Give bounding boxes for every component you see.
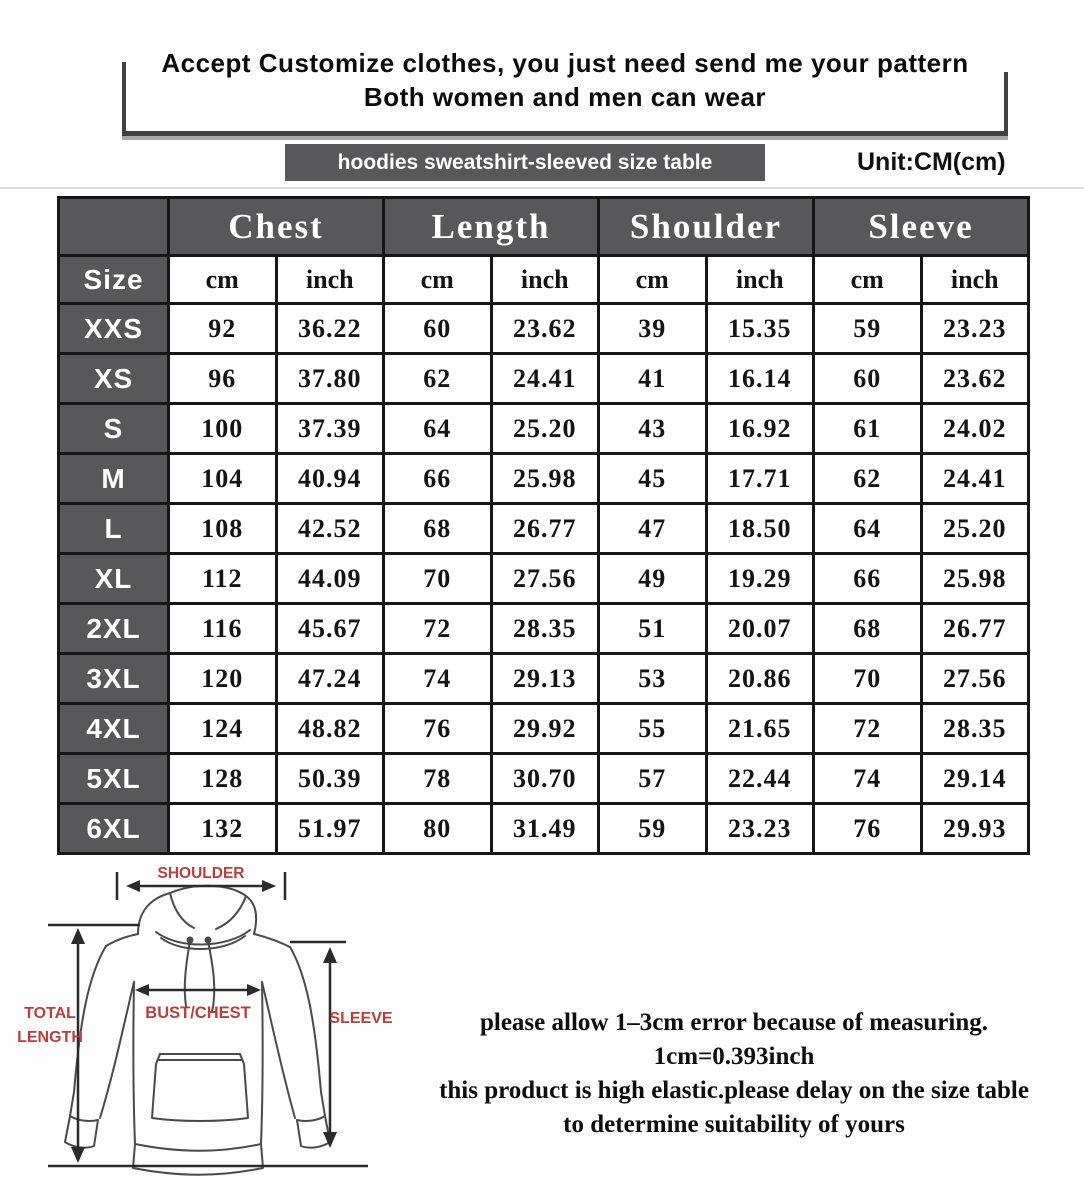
value-cell: 19.29	[706, 554, 814, 604]
value-cell: 57	[599, 754, 707, 804]
value-cell: 112	[169, 554, 277, 604]
total-length-label-1: TOTAL	[24, 1005, 76, 1022]
bracket-left-bar	[122, 62, 126, 136]
note-line-4: to determine suitability of yours	[563, 1111, 905, 1138]
value-cell: 66	[384, 454, 492, 504]
unit-header-cell: inch	[921, 256, 1029, 304]
value-cell: 76	[384, 704, 492, 754]
sleeve-label: SLEEVE	[329, 1010, 393, 1027]
note-line-3: this product is high elastic.please delay on the size table	[439, 1077, 1029, 1104]
value-cell: 16.14	[706, 354, 814, 404]
value-cell: 40.94	[276, 454, 384, 504]
measurement-notes	[384, 1006, 1084, 1142]
shoulder-label: SHOULDER	[157, 865, 245, 882]
hoodie-outline	[65, 886, 330, 1175]
value-cell: 59	[599, 804, 707, 854]
value-cell: 23.62	[921, 354, 1029, 404]
value-cell: 37.39	[276, 404, 384, 454]
value-cell: 62	[384, 354, 492, 404]
table-row	[59, 454, 1029, 504]
unit-header-cell: cm	[814, 256, 922, 304]
value-cell: 66	[814, 554, 922, 604]
value-cell: 25.20	[491, 404, 599, 454]
value-cell: 70	[384, 554, 492, 604]
unit-header-cell: inch	[491, 256, 599, 304]
value-cell: 132	[169, 804, 277, 854]
value-cell: 28.35	[491, 604, 599, 654]
value-cell: 74	[814, 754, 922, 804]
size-table	[57, 196, 1030, 855]
value-cell: 55	[599, 704, 707, 754]
size-cell: XS	[59, 354, 169, 404]
value-cell: 72	[814, 704, 922, 754]
value-cell: 64	[384, 404, 492, 454]
value-cell: 41	[599, 354, 707, 404]
value-cell: 60	[814, 354, 922, 404]
value-cell: 30.70	[491, 754, 599, 804]
total-length-label-2: LENGTH	[17, 1029, 83, 1046]
header-line-1: Accept Customize clothes, you just need send me your pattern	[161, 48, 969, 78]
bracket-right-bar	[1004, 72, 1008, 136]
value-cell: 100	[169, 404, 277, 454]
value-cell: 61	[814, 404, 922, 454]
unit-header-cell: cm	[599, 256, 707, 304]
table-row	[59, 504, 1029, 554]
value-cell: 29.93	[921, 804, 1029, 854]
value-cell: 15.35	[706, 304, 814, 354]
value-cell: 29.92	[491, 704, 599, 754]
note-line-2: 1cm=0.393inch	[653, 1043, 815, 1070]
value-cell: 108	[169, 504, 277, 554]
value-cell: 43	[599, 404, 707, 454]
unit-header-cell: inch	[706, 256, 814, 304]
table-row	[59, 604, 1029, 654]
unit-header-row	[59, 256, 1029, 304]
value-cell: 39	[599, 304, 707, 354]
divider-line	[0, 187, 1084, 189]
unit-header-cell: cm	[169, 256, 277, 304]
value-cell: 24.41	[921, 454, 1029, 504]
size-header-cell: Size	[59, 256, 169, 304]
measure-group-header: Length	[384, 198, 599, 256]
value-cell: 26.77	[921, 604, 1029, 654]
value-cell: 29.13	[491, 654, 599, 704]
value-cell: 20.86	[706, 654, 814, 704]
size-cell: S	[59, 404, 169, 454]
size-cell: M	[59, 454, 169, 504]
size-cell: 3XL	[59, 654, 169, 704]
value-cell: 28.35	[921, 704, 1029, 754]
value-cell: 128	[169, 754, 277, 804]
value-cell: 27.56	[491, 554, 599, 604]
size-cell: 2XL	[59, 604, 169, 654]
value-cell: 64	[814, 504, 922, 554]
value-cell: 45	[599, 454, 707, 504]
header-banner	[122, 40, 1008, 134]
value-cell: 25.98	[491, 454, 599, 504]
header-line-2: Both women and men can wear	[363, 82, 767, 112]
value-cell: 76	[814, 804, 922, 854]
value-cell: 36.22	[276, 304, 384, 354]
value-cell: 22.44	[706, 754, 814, 804]
size-cell: 6XL	[59, 804, 169, 854]
bracket-bottom-bar	[122, 131, 1008, 136]
unit-header-cell: cm	[384, 256, 492, 304]
value-cell: 45.67	[276, 604, 384, 654]
value-cell: 23.62	[491, 304, 599, 354]
value-cell: 24.02	[921, 404, 1029, 454]
table-title-bar: hoodies sweatshirt-sleeved size table	[285, 144, 765, 181]
value-cell: 48.82	[276, 704, 384, 754]
value-cell: 104	[169, 454, 277, 504]
table-row	[59, 304, 1029, 354]
unit-header-cell: inch	[276, 256, 384, 304]
value-cell: 21.65	[706, 704, 814, 754]
value-cell: 50.39	[276, 754, 384, 804]
table-row	[59, 354, 1029, 404]
table-row	[59, 554, 1029, 604]
value-cell: 120	[169, 654, 277, 704]
value-cell: 49	[599, 554, 707, 604]
value-cell: 18.50	[706, 504, 814, 554]
value-cell: 31.49	[491, 804, 599, 854]
value-cell: 59	[814, 304, 922, 354]
value-cell: 37.80	[276, 354, 384, 404]
value-cell: 20.07	[706, 604, 814, 654]
value-cell: 62	[814, 454, 922, 504]
note-line-1: please allow 1–3cm error because of measuring.	[479, 1009, 989, 1036]
value-cell: 78	[384, 754, 492, 804]
value-cell: 70	[814, 654, 922, 704]
value-cell: 23.23	[921, 304, 1029, 354]
measure-group-header: Chest	[169, 198, 384, 256]
value-cell: 47	[599, 504, 707, 554]
value-cell: 60	[384, 304, 492, 354]
table-row	[59, 654, 1029, 704]
value-cell: 25.98	[921, 554, 1029, 604]
value-cell: 53	[599, 654, 707, 704]
table-row	[59, 804, 1029, 854]
value-cell: 68	[814, 604, 922, 654]
value-cell: 25.20	[921, 504, 1029, 554]
size-cell: 5XL	[59, 754, 169, 804]
measure-group-header: Shoulder	[599, 198, 814, 256]
value-cell: 51	[599, 604, 707, 654]
size-cell: XXS	[59, 304, 169, 354]
value-cell: 29.14	[921, 754, 1029, 804]
value-cell: 68	[384, 504, 492, 554]
value-cell: 16.92	[706, 404, 814, 454]
value-cell: 51.97	[276, 804, 384, 854]
size-cell: L	[59, 504, 169, 554]
value-cell: 42.52	[276, 504, 384, 554]
value-cell: 92	[169, 304, 277, 354]
value-cell: 96	[169, 354, 277, 404]
corner-cell	[59, 198, 169, 256]
value-cell: 74	[384, 654, 492, 704]
value-cell: 72	[384, 604, 492, 654]
value-cell: 27.56	[921, 654, 1029, 704]
value-cell: 44.09	[276, 554, 384, 604]
size-cell: 4XL	[59, 704, 169, 754]
unit-label: Unit:CM(cm)	[857, 148, 1006, 176]
measure-group-row	[59, 198, 1029, 256]
size-cell: XL	[59, 554, 169, 604]
value-cell: 80	[384, 804, 492, 854]
table-row	[59, 404, 1029, 454]
measure-group-header: Sleeve	[814, 198, 1029, 256]
value-cell: 23.23	[706, 804, 814, 854]
table-row	[59, 704, 1029, 754]
hoodie-measurement-diagram	[0, 852, 420, 1196]
value-cell: 116	[169, 604, 277, 654]
bust-chest-label: BUST/CHEST	[145, 1004, 251, 1022]
size-table-body	[59, 304, 1029, 854]
value-cell: 124	[169, 704, 277, 754]
value-cell: 47.24	[276, 654, 384, 704]
table-row	[59, 754, 1029, 804]
value-cell: 26.77	[491, 504, 599, 554]
value-cell: 24.41	[491, 354, 599, 404]
value-cell: 17.71	[706, 454, 814, 504]
